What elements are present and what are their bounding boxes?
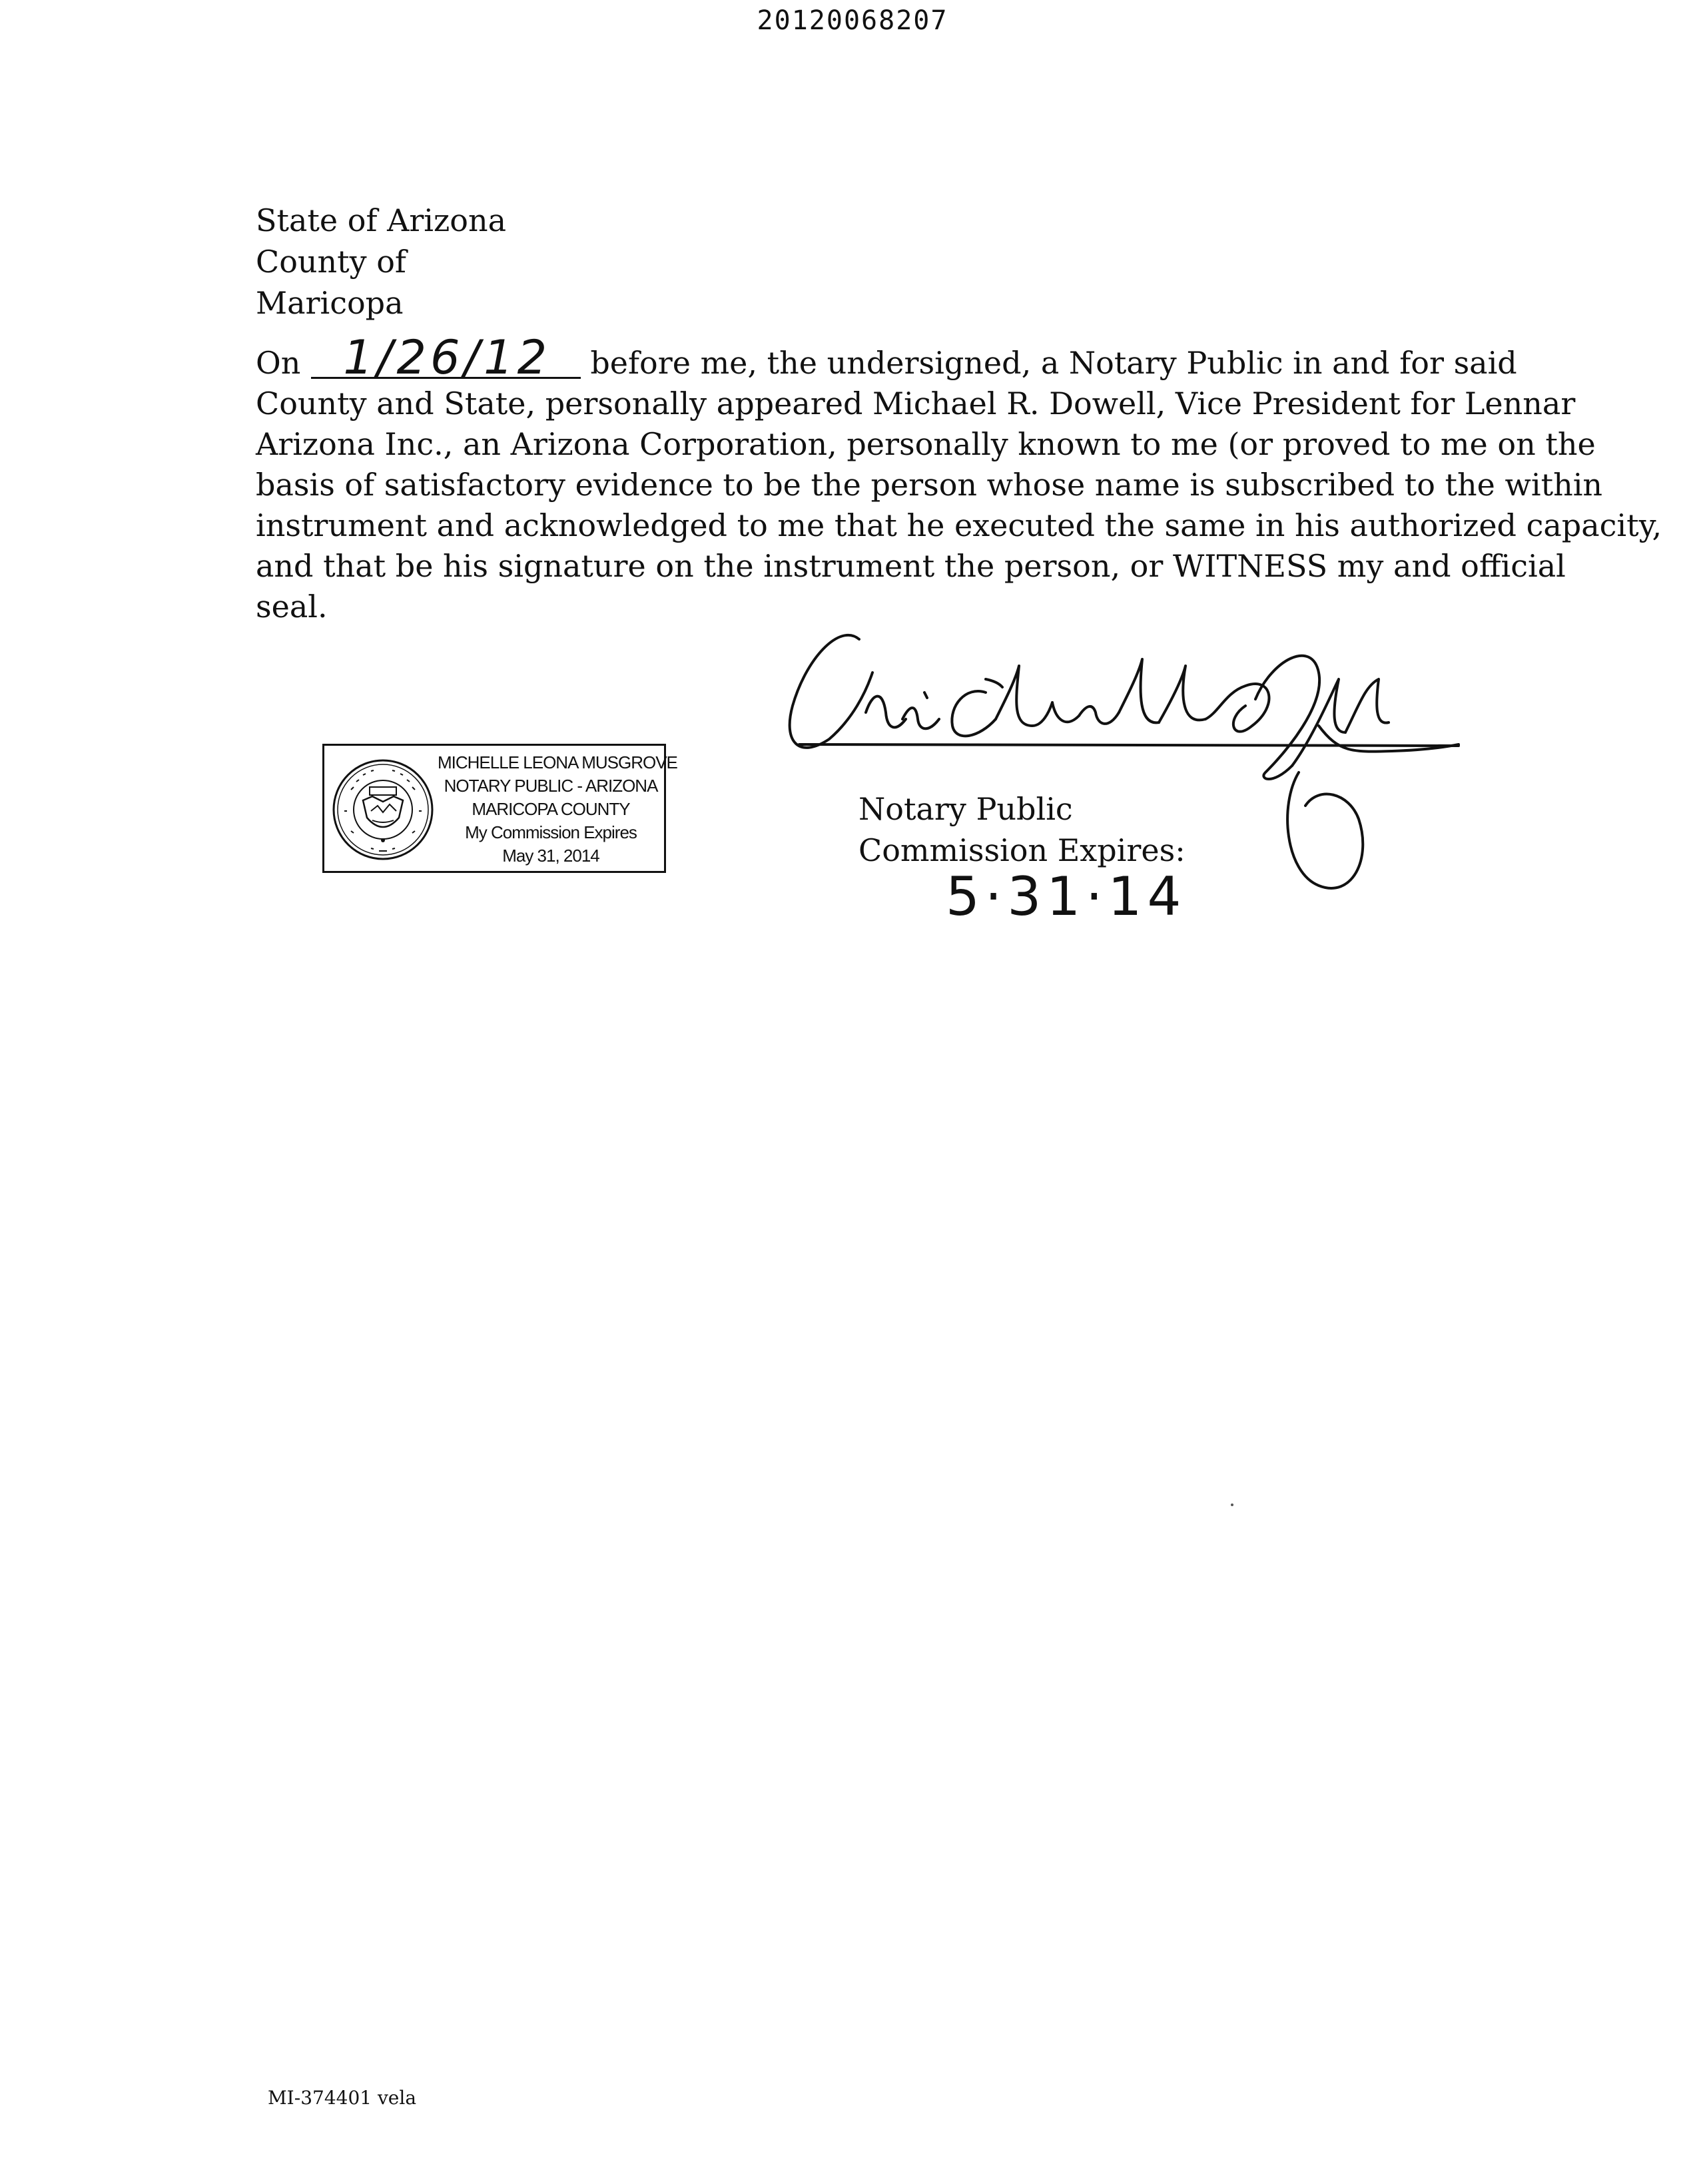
date-blank [311, 330, 581, 385]
acknowledgment-paragraph [256, 330, 1662, 627]
notary-block [858, 788, 1186, 871]
commission-label: Commission Expires: [858, 832, 1186, 868]
stamp-commission-label: My Commission Expires [465, 822, 637, 842]
acknowledgment-line: instrument and acknowledged to me that he executed the same in his authorized capacity, [256, 507, 1662, 543]
venue-county-name: Maricopa [256, 285, 404, 321]
venue-state: State of Arizona [256, 202, 506, 238]
stamp-county: MARICOPA COUNTY [472, 799, 630, 819]
acknowledgment-line: County and State, personally appeared Michael R. Dowell, Vice President for Lennar [256, 386, 1576, 421]
stamp-commission-date: May 31, 2014 [502, 846, 599, 866]
notary-title: Notary Public [858, 791, 1073, 827]
on-label: On [256, 345, 301, 381]
venue-block [256, 200, 506, 324]
stamp-text [438, 751, 677, 868]
footer-code: MI-374401 vela [268, 2087, 417, 2109]
acknowledgment-line-1-rest: before me, the undersigned, a Notary Public in and for said [590, 345, 1517, 381]
document-number: 20120068207 [757, 5, 948, 36]
acknowledgment-line: and that be his signature on the instrument the person, or WITNESS my and official [256, 548, 1566, 584]
handwritten-expiry-date: 5·31·14 [946, 866, 1187, 928]
venue-county-label: County of [256, 244, 406, 280]
scan-speck [1231, 1503, 1233, 1506]
acknowledgment-line: basis of satisfactory evidence to be the person whose name is subscribed to the within [256, 467, 1603, 503]
handwritten-date: 1/26/12 [343, 330, 551, 385]
acknowledgment-line: Arizona Inc., an Arizona Corporation, personally known to me (or proved to me on the [256, 426, 1596, 462]
stamp-notary-name: MICHELLE LEONA MUSGROVE [438, 752, 677, 772]
notary-seal-stamp [322, 744, 677, 873]
great-seal-of-arizona-icon [331, 758, 435, 862]
acknowledgment-line: seal. [256, 589, 328, 625]
stamp-notary-title: NOTARY PUBLIC - ARIZONA [444, 776, 658, 796]
acknowledgment-line [256, 330, 1517, 385]
